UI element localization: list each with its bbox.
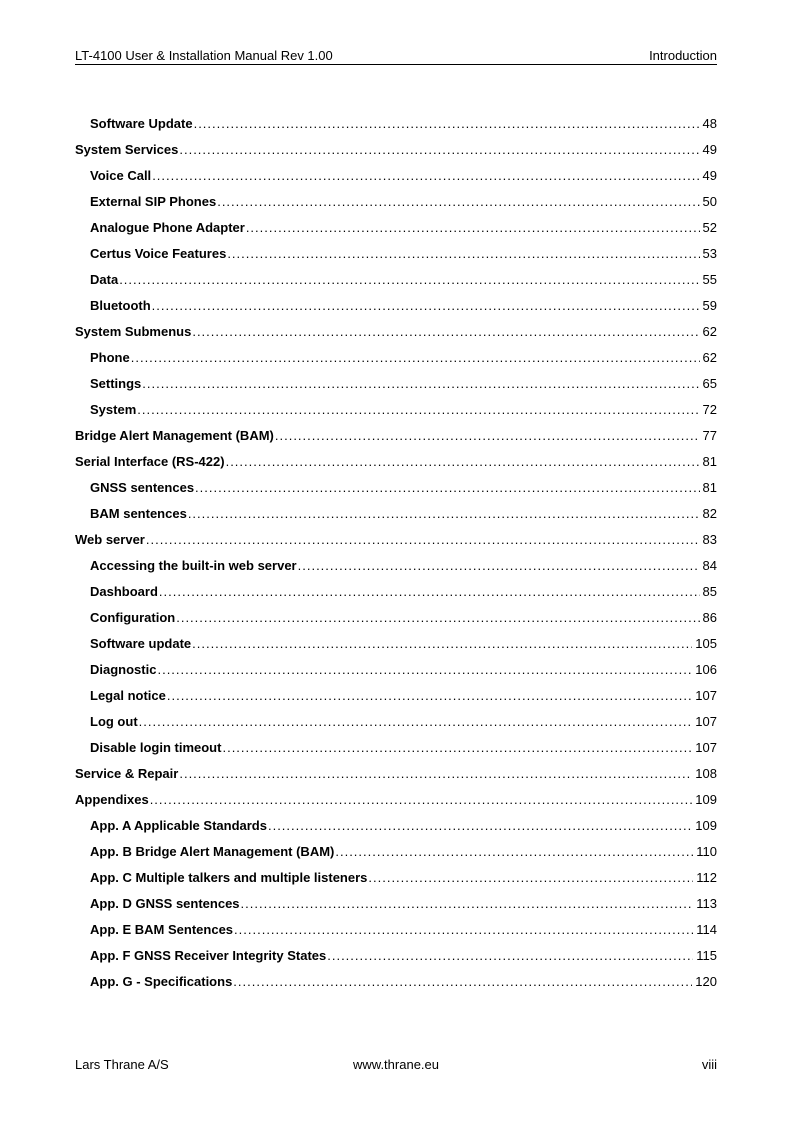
toc-entry-title: Log out	[90, 714, 138, 729]
toc-entry-page-number: 109	[695, 818, 717, 833]
toc-entry-title: Settings	[90, 376, 142, 391]
toc-entry-title: App. E BAM Sentences	[90, 922, 234, 937]
toc-subsection-entry[interactable]	[75, 501, 717, 527]
toc-entry-page-number: 52	[702, 220, 717, 235]
toc-entry-page-number: 108	[695, 766, 717, 781]
toc-entry-title: Service & Repair	[75, 766, 179, 781]
toc-entry-title: Bridge Alert Management (BAM)	[75, 428, 274, 443]
toc-entry-page-number: 110	[696, 844, 717, 859]
toc-entry-page-number: 86	[702, 610, 717, 625]
toc-subsection-entry[interactable]	[75, 189, 717, 215]
toc-dot-leader	[368, 865, 693, 891]
toc-entry-page-number: 82	[702, 506, 717, 521]
toc-entry-title: Diagnostic	[90, 662, 157, 677]
toc-dot-leader	[241, 891, 694, 917]
toc-entry-page-number: 106	[695, 662, 717, 677]
toc-dot-leader	[157, 657, 692, 683]
toc-subsection-entry[interactable]	[75, 345, 717, 371]
toc-entry-page-number: 72	[702, 402, 717, 417]
toc-entry-title: Phone	[90, 350, 130, 365]
toc-entry-title: App. F GNSS Receiver Integrity States	[90, 948, 327, 963]
toc-entry-page-number: 55	[702, 272, 717, 287]
toc-dot-leader	[119, 267, 699, 293]
toc-subsection-entry[interactable]	[75, 215, 717, 241]
toc-entry-title: System Services	[75, 142, 179, 157]
toc-dot-leader	[142, 371, 699, 397]
toc-entry-title: Certus Voice Features	[90, 246, 227, 261]
toc-entry-title: Serial Interface (RS-422)	[75, 454, 225, 469]
toc-dot-leader	[222, 735, 692, 761]
toc-entry-title: Configuration	[90, 610, 176, 625]
toc-dot-leader	[146, 527, 700, 553]
toc-entry-title: BAM sentences	[90, 506, 187, 521]
toc-subsection-entry[interactable]	[75, 111, 717, 137]
toc-entry-page-number: 105	[695, 636, 717, 651]
toc-dot-leader	[298, 553, 700, 579]
toc-dot-leader	[192, 319, 699, 345]
toc-entry-page-number: 65	[702, 376, 717, 391]
toc-dot-leader	[131, 345, 700, 371]
toc-subsection-entry[interactable]	[75, 839, 717, 865]
toc-entry-page-number: 83	[702, 532, 717, 547]
toc-entry-title: Dashboard	[90, 584, 158, 599]
toc-entry-page-number: 114	[696, 922, 717, 937]
toc-dot-leader	[233, 969, 692, 995]
toc-subsection-entry[interactable]	[75, 397, 717, 423]
toc-entry-page-number: 85	[702, 584, 717, 599]
toc-section-entry[interactable]	[75, 787, 717, 813]
toc-subsection-entry[interactable]	[75, 969, 717, 995]
toc-dot-leader	[152, 293, 700, 319]
toc-dot-leader	[167, 683, 692, 709]
toc-dot-leader	[227, 241, 699, 267]
toc-entry-page-number: 81	[702, 480, 717, 495]
toc-entry-title: External SIP Phones	[90, 194, 217, 209]
toc-section-entry[interactable]	[75, 423, 717, 449]
toc-subsection-entry[interactable]	[75, 865, 717, 891]
toc-section-entry[interactable]	[75, 527, 717, 553]
toc-entry-page-number: 49	[702, 168, 717, 183]
toc-dot-leader	[327, 943, 693, 969]
chapter-name: Introduction	[649, 48, 717, 63]
toc-entry-title: Web server	[75, 532, 145, 547]
toc-subsection-entry[interactable]	[75, 163, 717, 189]
toc-dot-leader	[246, 215, 700, 241]
toc-dot-leader	[275, 423, 700, 449]
toc-dot-leader	[139, 709, 693, 735]
toc-entry-page-number: 109	[695, 792, 717, 807]
toc-subsection-entry[interactable]	[75, 657, 717, 683]
toc-entry-page-number: 62	[702, 350, 717, 365]
toc-dot-leader	[268, 813, 692, 839]
toc-entry-page-number: 48	[702, 116, 717, 131]
toc-section-entry[interactable]	[75, 761, 717, 787]
toc-entry-title: Bluetooth	[90, 298, 151, 313]
toc-dot-leader	[192, 631, 692, 657]
page-header	[75, 47, 717, 65]
toc-entry-page-number: 107	[695, 714, 717, 729]
toc-entry-title: Voice Call	[90, 168, 152, 183]
toc-entry-title: Legal notice	[90, 688, 166, 703]
toc-subsection-entry[interactable]	[75, 371, 717, 397]
toc-entry-page-number: 50	[702, 194, 717, 209]
toc-dot-leader	[137, 397, 699, 423]
toc-entry-title: App. B Bridge Alert Management (BAM)	[90, 844, 335, 859]
toc-entry-page-number: 77	[702, 428, 717, 443]
toc-subsection-entry[interactable]	[75, 293, 717, 319]
toc-entry-page-number: 107	[695, 740, 717, 755]
toc-dot-leader	[234, 917, 693, 943]
toc-section-entry[interactable]	[75, 319, 717, 345]
toc-entry-title: Disable login timeout	[90, 740, 222, 755]
toc-entry-page-number: 49	[702, 142, 717, 157]
toc-entry-page-number: 120	[695, 974, 717, 989]
toc-entry-page-number: 107	[695, 688, 717, 703]
toc-entry-title: Software update	[90, 636, 192, 651]
toc-entry-title: App. D GNSS sentences	[90, 896, 240, 911]
toc-subsection-entry[interactable]	[75, 709, 717, 735]
toc-subsection-entry[interactable]	[75, 891, 717, 917]
toc-subsection-entry[interactable]	[75, 943, 717, 969]
toc-entry-page-number: 112	[696, 870, 717, 885]
toc-subsection-entry[interactable]	[75, 267, 717, 293]
toc-dot-leader	[188, 501, 700, 527]
toc-entry-title: System	[90, 402, 137, 417]
toc-entry-title: App. A Applicable Standards	[90, 818, 267, 833]
toc-entry-title: System Submenus	[75, 324, 192, 339]
toc-subsection-entry[interactable]	[75, 735, 717, 761]
toc-subsection-entry[interactable]	[75, 917, 717, 943]
page-number: viii	[701, 1057, 717, 1072]
toc-entry-title: Software Update	[90, 116, 193, 131]
toc-subsection-entry[interactable]	[75, 683, 717, 709]
toc-entry-page-number: 62	[702, 324, 717, 339]
toc-entry-title: Analogue Phone Adapter	[90, 220, 245, 235]
toc-dot-leader	[226, 449, 700, 475]
toc-subsection-entry[interactable]	[75, 605, 717, 631]
toc-dot-leader	[217, 189, 699, 215]
toc-subsection-entry[interactable]	[75, 241, 717, 267]
toc-entry-title: Accessing the built-in web server	[90, 558, 297, 573]
toc-dot-leader	[179, 137, 699, 163]
toc-dot-leader	[335, 839, 693, 865]
toc-subsection-entry[interactable]	[75, 553, 717, 579]
toc-entry-page-number: 115	[696, 948, 717, 963]
toc-dot-leader	[150, 787, 693, 813]
toc-entry-page-number: 113	[696, 896, 717, 911]
company-name: Lars Thrane A/S	[75, 1057, 169, 1072]
toc-dot-leader	[176, 605, 699, 631]
toc-entry-title: App. G - Specifications	[90, 974, 233, 989]
toc-entry-page-number: 53	[702, 246, 717, 261]
manual-title: LT-4100 User & Installation Manual Rev 1.00	[75, 48, 333, 63]
toc-entry-page-number: 84	[702, 558, 717, 573]
toc-subsection-entry[interactable]	[75, 579, 717, 605]
toc-entry-page-number: 81	[702, 454, 717, 469]
toc-dot-leader	[159, 579, 700, 605]
website-link[interactable]: www.thrane.eu	[353, 1057, 439, 1072]
toc-subsection-entry[interactable]	[75, 631, 717, 657]
toc-subsection-entry[interactable]	[75, 813, 717, 839]
toc-dot-leader	[152, 163, 699, 189]
toc-entry-title: Data	[90, 272, 119, 287]
toc-section-entry[interactable]	[75, 137, 717, 163]
toc-dot-leader	[194, 111, 700, 137]
toc-dot-leader	[179, 761, 692, 787]
toc-subsection-entry[interactable]	[75, 475, 717, 501]
toc-section-entry[interactable]	[75, 449, 717, 475]
page-footer	[75, 1056, 717, 1074]
toc-entry-title: App. C Multiple talkers and multiple listeners	[90, 870, 368, 885]
table-of-contents	[75, 111, 717, 995]
toc-entry-title: Appendixes	[75, 792, 149, 807]
toc-dot-leader	[195, 475, 699, 501]
toc-entry-title: GNSS sentences	[90, 480, 195, 495]
toc-entry-page-number: 59	[702, 298, 717, 313]
